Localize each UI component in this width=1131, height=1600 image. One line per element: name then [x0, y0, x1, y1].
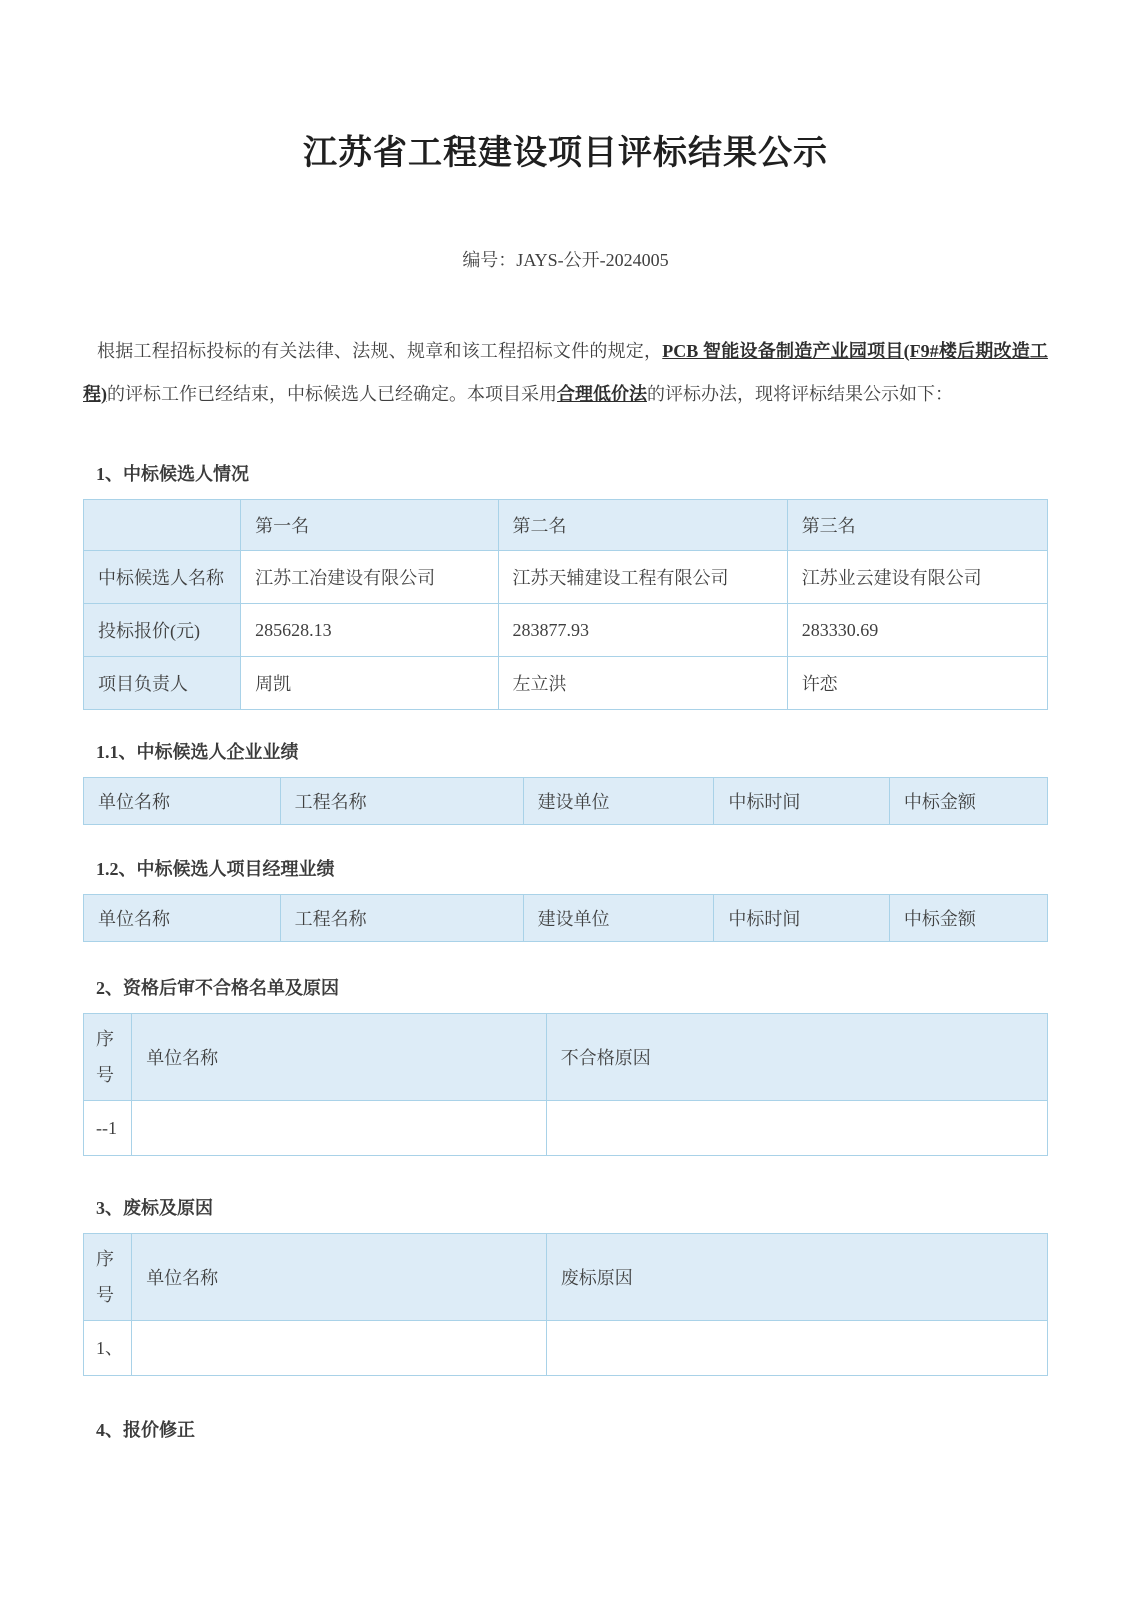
data-cell: 许恋 [787, 657, 1047, 710]
section-1-1-heading: 1.1、中标候选人企业业绩 [96, 742, 299, 762]
intro-paragraph [83, 330, 1048, 416]
page-title: 江苏省工程建设项目评标结果公示 [303, 135, 828, 172]
data-cell [132, 1101, 547, 1156]
table-header-row [84, 895, 1048, 942]
bottom-whitespace [83, 1442, 1048, 1592]
data-cell: 283877.93 [498, 604, 787, 657]
table-row [84, 1101, 1048, 1156]
header-cell-construction-unit: 建设单位 [523, 778, 714, 825]
data-cell: 285628.13 [241, 604, 498, 657]
table-header-row [84, 1014, 1048, 1101]
header-cell-construction-unit: 建设单位 [523, 895, 714, 942]
table-header-row [84, 778, 1048, 825]
project-name-bold: PCB 智能设备制造产业园项目(F9#楼后期改造工程) [83, 341, 1048, 404]
data-cell-seq: --1 [84, 1101, 132, 1156]
data-cell: 283330.69 [787, 604, 1047, 657]
data-cell [546, 1101, 1047, 1156]
data-cell: 江苏天辅建设工程有限公司 [498, 551, 787, 604]
disqualified-table [83, 1013, 1048, 1156]
header-cell-rank-1: 第一名 [241, 500, 498, 551]
row-label-cell: 中标候选人名称 [84, 551, 241, 604]
header-cell-disqualify-reason: 不合格原因 [546, 1014, 1047, 1101]
header-cell-unit-name: 单位名称 [132, 1234, 547, 1321]
evaluation-method-bold: 合理低价法 [557, 384, 647, 404]
header-cell-seq: 序号 [84, 1234, 132, 1321]
header-cell-project-name: 工程名称 [280, 778, 523, 825]
intro-text-3: 的评标办法，现将评标结果公示如下： [647, 384, 953, 404]
project-manager-performance-table [83, 894, 1048, 942]
winning-candidates-table [83, 499, 1048, 710]
data-cell [132, 1321, 547, 1376]
intro-text-2: 的评标工作已经结束，中标候选人已经确定。本项目采用 [107, 384, 557, 404]
section-1-2-heading: 1.2、中标候选人项目经理业绩 [96, 859, 335, 879]
table-header-row [84, 500, 1048, 551]
intro-text-1: 根据工程招标投标的有关法律、法规、规章和该工程招标文件的规定， [97, 341, 663, 361]
data-cell-seq: 1、 [84, 1321, 132, 1376]
header-cell-award-time: 中标时间 [714, 895, 889, 942]
header-cell-project-name: 工程名称 [280, 895, 523, 942]
header-cell-award-amount: 中标金额 [889, 895, 1047, 942]
table-row [84, 1321, 1048, 1376]
rejected-bids-table [83, 1233, 1048, 1376]
row-label-cell: 项目负责人 [84, 657, 241, 710]
header-cell-rank-2: 第二名 [498, 500, 787, 551]
data-cell: 江苏工冶建设有限公司 [241, 551, 498, 604]
header-cell-seq: 序号 [84, 1014, 132, 1101]
table-header-row [84, 1234, 1048, 1321]
header-cell-unit-name: 单位名称 [84, 778, 281, 825]
header-cell-reject-reason: 废标原因 [546, 1234, 1047, 1321]
header-cell-award-time: 中标时间 [714, 778, 889, 825]
data-cell [546, 1321, 1047, 1376]
data-cell: 周凯 [241, 657, 498, 710]
data-cell: 左立洪 [498, 657, 787, 710]
header-cell-unit-name: 单位名称 [84, 895, 281, 942]
section-4-heading: 4、报价修正 [96, 1420, 195, 1440]
data-cell: 江苏业云建设有限公司 [787, 551, 1047, 604]
header-cell-rank-3: 第三名 [787, 500, 1047, 551]
table-row-candidate-name [84, 551, 1048, 604]
header-cell-award-amount: 中标金额 [889, 778, 1047, 825]
section-1-heading: 1、中标候选人情况 [96, 464, 249, 484]
doc-number: 编号：JAYS-公开-2024005 [462, 250, 669, 270]
header-cell [84, 500, 241, 551]
section-3-heading: 3、废标及原因 [96, 1198, 213, 1218]
row-label-cell: 投标报价(元) [84, 604, 241, 657]
enterprise-performance-table [83, 777, 1048, 825]
table-row-bid-price [84, 604, 1048, 657]
section-2-heading: 2、资格后审不合格名单及原因 [96, 978, 339, 998]
table-row-project-manager [84, 657, 1048, 710]
header-cell-unit-name: 单位名称 [132, 1014, 547, 1101]
